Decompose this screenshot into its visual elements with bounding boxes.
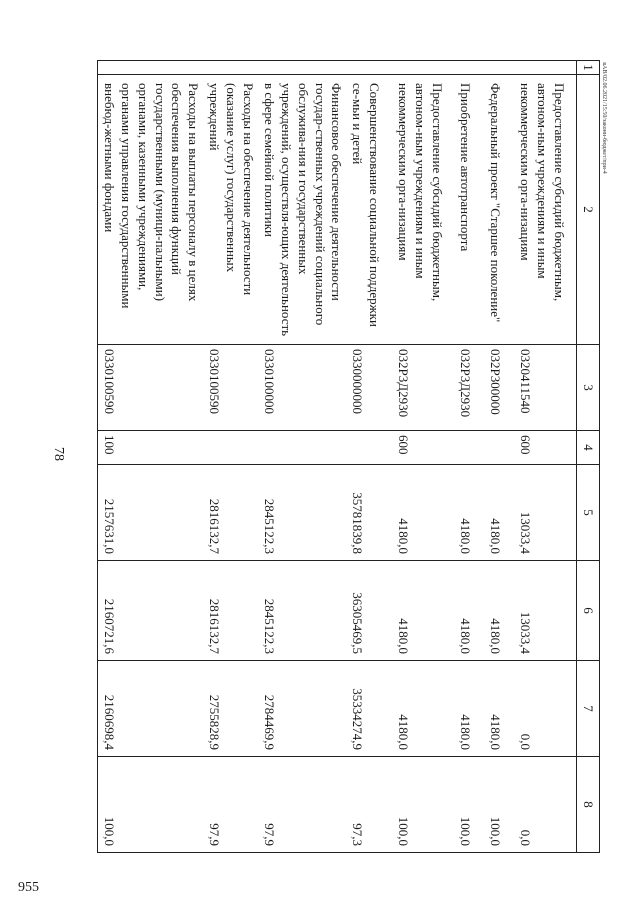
rotated-table-wrapper [101, 60, 600, 852]
percent-col8: 100,0 [485, 757, 515, 853]
target-code: 0330000000 [347, 345, 393, 431]
value-col7: 4180,0 [485, 661, 515, 757]
expense-type [258, 431, 346, 465]
header-cell: 8 [577, 757, 600, 853]
value-col5: 13033,4 [515, 465, 577, 561]
header-cell: 3 [577, 345, 600, 431]
value-col7: 2755828,9 [203, 661, 258, 757]
header-row [577, 61, 600, 853]
value-col7: 0,0 [515, 661, 577, 757]
target-code: 032Р3Д2930 [455, 345, 485, 431]
table-row [515, 61, 577, 853]
table-row [393, 61, 455, 853]
percent-col8: 97,9 [203, 757, 258, 853]
value-col6: 2160721,6 [98, 561, 204, 661]
value-col7: 4180,0 [393, 661, 455, 757]
header-cell: 4 [577, 431, 600, 465]
value-col6: 2816132,7 [203, 561, 258, 661]
header-cell: 5 [577, 465, 600, 561]
row-number [393, 61, 455, 75]
page-number-top: 78 [51, 447, 66, 461]
row-number [455, 61, 485, 75]
target-code: 032Р3Д2930 [393, 345, 455, 431]
row-number [347, 61, 393, 75]
target-code: 0330100000 [258, 345, 346, 431]
value-col6: 13033,4 [515, 561, 577, 661]
percent-col8: 100,0 [98, 757, 204, 853]
target-code: 0320411540 [515, 345, 577, 431]
table-row [455, 61, 485, 853]
header-cell: 7 [577, 661, 600, 757]
target-code: 0330100590 [203, 345, 258, 431]
row-number [203, 61, 258, 75]
row-number [485, 61, 515, 75]
value-col6: 4180,0 [393, 561, 455, 661]
expense-type [347, 431, 393, 465]
budget-table [97, 60, 600, 853]
value-col5: 4180,0 [455, 465, 485, 561]
table-row [258, 61, 346, 853]
document-stamp-note: вАВ/02.06.2021/15:50/законн-бюджет/при-4 [601, 62, 607, 174]
item-name: Предоставление субсидий бюджетным, автоном-ным учреждениям и иным некоммерческим орга-низациям [393, 75, 455, 345]
value-col7: 2160698,4 [98, 661, 204, 757]
value-col7: 2784469,9 [258, 661, 346, 757]
table-row [98, 61, 204, 853]
expense-type [455, 431, 485, 465]
item-name: Расходы на обеспечение деятельности (оказание услуг) государственных учреждений [203, 75, 258, 345]
value-col5: 2845122,3 [258, 465, 346, 561]
table-row [347, 61, 393, 853]
header-cell: 1 [577, 61, 600, 75]
page-number-bottom: 955 [18, 880, 39, 895]
value-col6: 2845122,3 [258, 561, 346, 661]
value-col5: 2816132,7 [203, 465, 258, 561]
percent-col8: 97,9 [258, 757, 346, 853]
expense-type [203, 431, 258, 465]
item-name: Приобретение автотранспорта [455, 75, 485, 345]
value-col5: 2157631,0 [98, 465, 204, 561]
value-col6: 36305469,5 [347, 561, 393, 661]
value-col5: 4180,0 [393, 465, 455, 561]
table-row [485, 61, 515, 853]
row-number [515, 61, 577, 75]
value-col5: 35781839,8 [347, 465, 393, 561]
value-col6: 4180,0 [485, 561, 515, 661]
expense-type [485, 431, 515, 465]
item-name: Расходы на выплаты персоналу в целях обеспечения выполнения функций государственными (муници-пальными) органами, казенными учреждениями, органами управления государственными внебюд-жетными фондами [98, 75, 204, 345]
item-name: Предоставление субсидий бюджетным, автоном-ным учреждениям и иным некоммерческим орга-низациям [515, 75, 577, 345]
expense-type: 600 [393, 431, 455, 465]
header-cell: 6 [577, 561, 600, 661]
item-name: Федеральный проект "Старшее поколение" [485, 75, 515, 345]
item-name: Финансовое обеспечение деятельности государ-ственных учреждений социального обслужива-ния и государственных учреждений, осуществля-ющих деятельность в сфере семейной политики [258, 75, 346, 345]
percent-col8: 0,0 [515, 757, 577, 853]
percent-col8: 100,0 [455, 757, 485, 853]
table-row [203, 61, 258, 853]
value-col6: 4180,0 [455, 561, 485, 661]
row-number [258, 61, 346, 75]
value-col5: 4180,0 [485, 465, 515, 561]
expense-type: 600 [515, 431, 577, 465]
target-code: 032Р300000 [485, 345, 515, 431]
value-col7: 4180,0 [455, 661, 485, 757]
target-code: 0330100590 [98, 345, 204, 431]
value-col7: 35334274,9 [347, 661, 393, 757]
item-name: Совершенствование социальной поддержки се-мьи и детей [347, 75, 393, 345]
header-cell: 2 [577, 75, 600, 345]
row-number [98, 61, 204, 75]
percent-col8: 100,0 [393, 757, 455, 853]
percent-col8: 97,3 [347, 757, 393, 853]
expense-type: 100 [98, 431, 204, 465]
